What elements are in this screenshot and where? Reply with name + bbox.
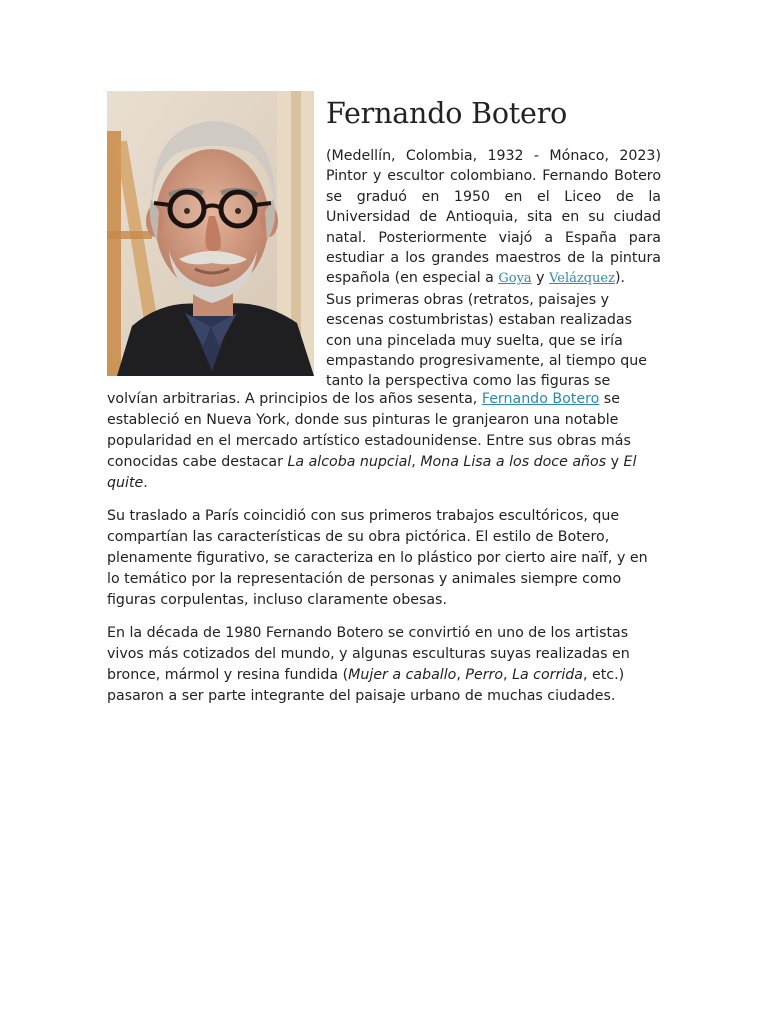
separator: ,	[411, 454, 421, 470]
continuation-text-2: se estableció en Nueva York, donde sus pinturas le granjearon una notable popularidad en el mercado artístico estadounidense. Entre sus obras más conocidas cabe destacar	[107, 391, 631, 470]
fernando-botero-link[interactable]: Fernando Botero	[481, 391, 600, 407]
paragraph-1980s	[107, 623, 662, 707]
separator: ,	[456, 667, 466, 683]
work-title: Mujer a caballo	[348, 667, 457, 683]
work-title: Perro	[465, 667, 504, 683]
intro-paragraph	[326, 146, 661, 392]
goya-link[interactable]: Goya	[498, 271, 532, 287]
intro-text: (Medellín, Colombia, 1932 - Mónaco, 2023) Pintor y escultor colombiano. Fernando Botero se graduó en 1950 en el Liceo de la Universidad de Antioquia, sita en su ciudad natal. Posteriormente viajó a España para estudiar a los grandes maestros de la pintura española (en especial a	[326, 148, 661, 287]
continuation-text: volvían arbitrarias. A principios de los años sesenta,	[107, 391, 482, 407]
intro-second-part: Sus primeras obras (retratos, paisajes y escenas costumbristas) estaban realizadas con una pincelada muy suelta, que se iría empastando progresivamente, al tiempo que tanto la perspectiva como las figuras se	[326, 291, 647, 390]
page-title: Fernando Botero	[326, 97, 568, 130]
portrait-photo	[107, 91, 314, 376]
separator: ,	[503, 667, 513, 683]
velazquez-link[interactable]: Velázquez	[549, 271, 615, 287]
continuation-paragraph	[107, 389, 662, 494]
paragraph-sculpture: Su traslado a París coincidió con sus primeros trabajos escultóricos, que compartían las características de su obra pictórica. El estilo de Botero, plenamente figurativo, se caracteriza en lo plástico por cierto aire naïf, y en lo temático por la representación de personas y animales siempre como figuras corpulentas, incluso claramente obesas.	[107, 508, 648, 608]
work-title: Mona Lisa a los doce años	[420, 454, 607, 470]
work-title: La corrida	[512, 667, 583, 683]
intro-close: ).	[614, 270, 626, 287]
sentence-end: .	[143, 475, 148, 491]
paragraph-text: En la década de 1980 Fernando Botero se convirtió en uno de los artistas vivos más cotizados del mundo, y algunas esculturas suyas realizadas en bronce, mármol y resina fundida (	[107, 625, 630, 683]
work-title: La alcoba nupcial	[287, 454, 412, 470]
intro-conjunction: y	[531, 270, 550, 287]
separator: y	[606, 454, 624, 470]
work-title: El quite	[107, 454, 637, 491]
sentence-end: , etc.) pasaron a ser parte integrante del paisaje urbano de muchas ciudades.	[107, 667, 625, 704]
